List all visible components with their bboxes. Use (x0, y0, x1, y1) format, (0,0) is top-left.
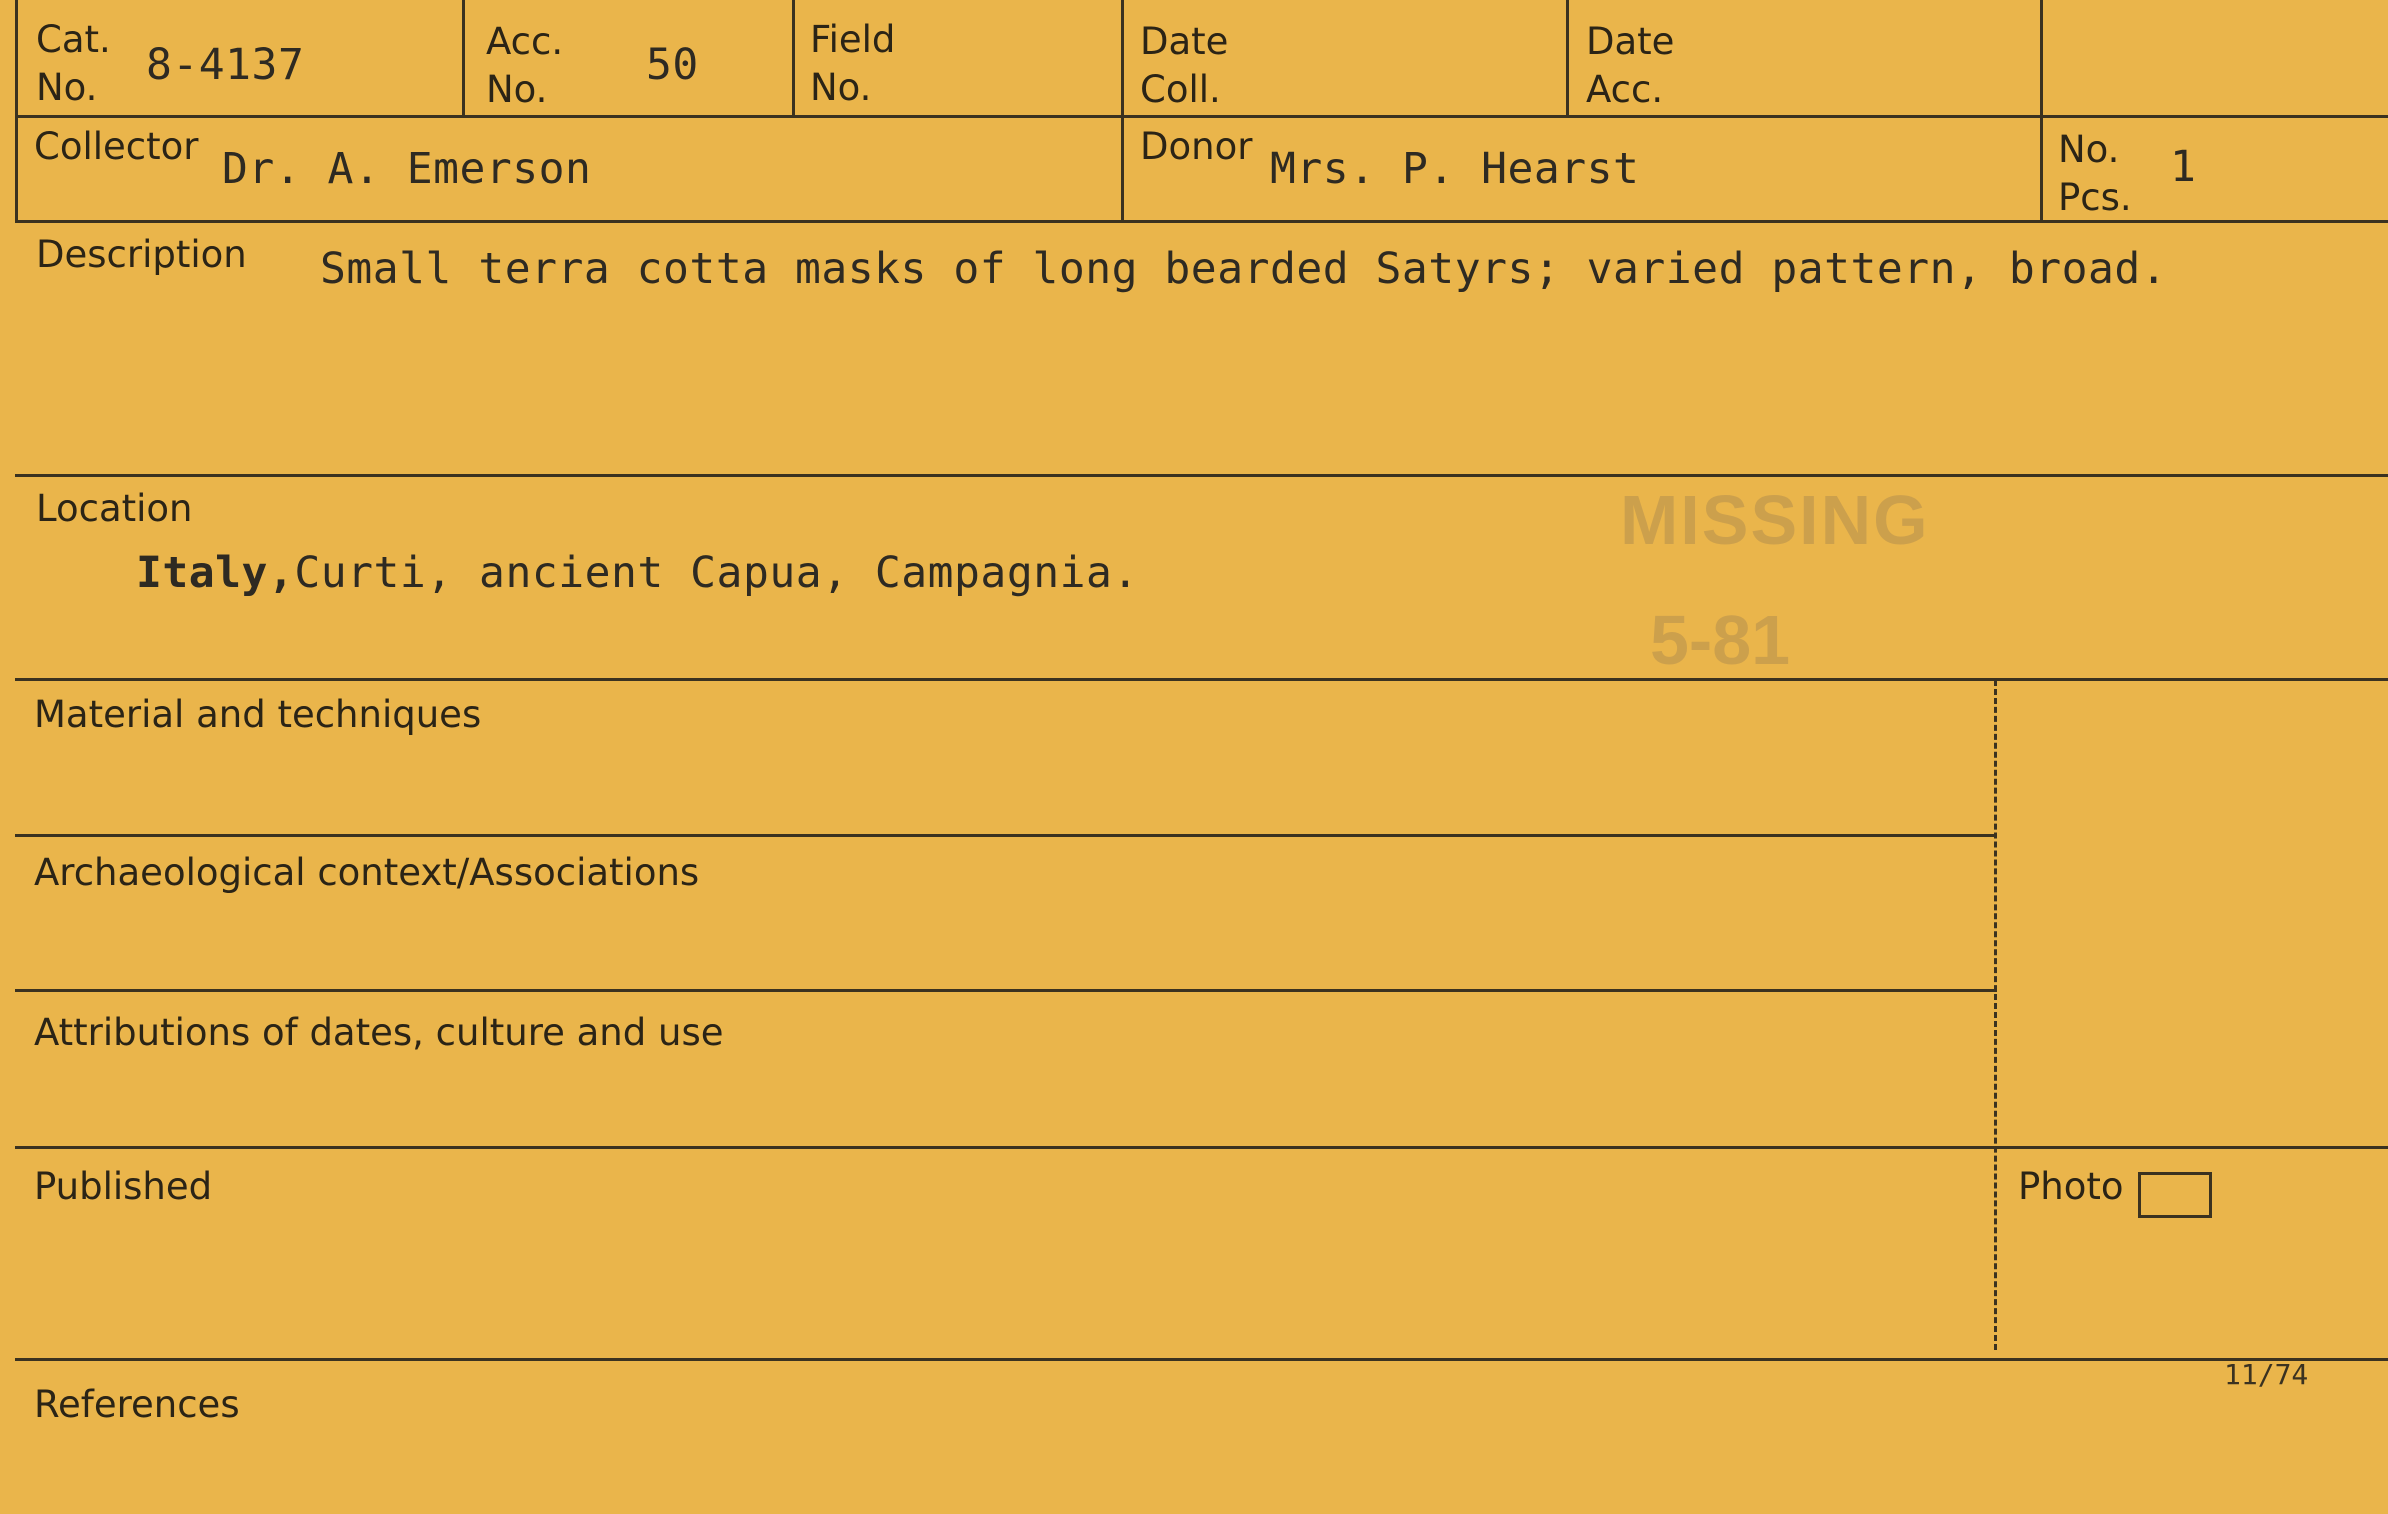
location-value (136, 548, 1139, 598)
description-label: Description (36, 233, 247, 276)
references-label: References (34, 1383, 240, 1426)
rule-header-bottom (15, 115, 2388, 118)
field-no-label: Field No. (810, 18, 896, 109)
rule-dateacc-blank (2040, 0, 2043, 220)
acc-no-label: Acc. No. (486, 20, 564, 111)
acc-no-value: 50 (646, 40, 699, 90)
rule-location-bottom (15, 678, 2388, 681)
published-label: Published (34, 1165, 213, 1208)
rule-left-edge (15, 0, 18, 220)
missing-stamp-date: 5-81 (1650, 601, 1791, 679)
material-label: Material and techniques (34, 693, 482, 736)
date-acc-label: Date Acc. (1586, 20, 1675, 111)
context-label: Archaeological context/Associations (34, 851, 700, 894)
description-value: Small terra cotta masks of long bearded Satyrs; varied pattern, broad. (320, 244, 2168, 294)
missing-stamp: MISSING (1620, 481, 1930, 559)
date-coll-label: Date Coll. (1140, 20, 1229, 111)
rule-description-bottom (15, 474, 2388, 477)
donor-label: Donor (1140, 125, 1253, 168)
rule-material-bottom (15, 834, 1997, 837)
collector-value: Dr. A. Emerson (222, 144, 592, 194)
rule-field-datecoll (1121, 0, 1124, 220)
photo-label: Photo (2018, 1165, 2124, 1208)
cat-no-label: Cat. No. (36, 18, 111, 109)
location-value-bold: Italy, (136, 548, 295, 598)
rule-photo-divider (1994, 680, 1997, 1350)
form-code: 11/74 (2224, 1358, 2309, 1391)
cat-no-value: 8-4137 (146, 40, 305, 90)
rule-acc-field (792, 0, 795, 115)
rule-cat-acc (462, 0, 465, 115)
attributions-label: Attributions of dates, culture and use (34, 1011, 724, 1054)
photo-checkbox[interactable] (2138, 1172, 2212, 1218)
location-label: Location (36, 487, 193, 530)
rule-datecoll-dateacc (1566, 0, 1569, 115)
donor-value: Mrs. P. Hearst (1270, 144, 1640, 194)
rule-collector-bottom (15, 220, 2388, 223)
rule-attributions-bottom (15, 1146, 2388, 1149)
rule-context-bottom (15, 989, 1997, 992)
no-pcs-label: No. Pcs. (2058, 128, 2132, 219)
rule-published-bottom (15, 1358, 2388, 1361)
no-pcs-value: 1 (2170, 142, 2197, 192)
collector-label: Collector (34, 125, 199, 168)
location-value-rest: Curti, ancient Capua, Campagnia. (294, 548, 1139, 598)
